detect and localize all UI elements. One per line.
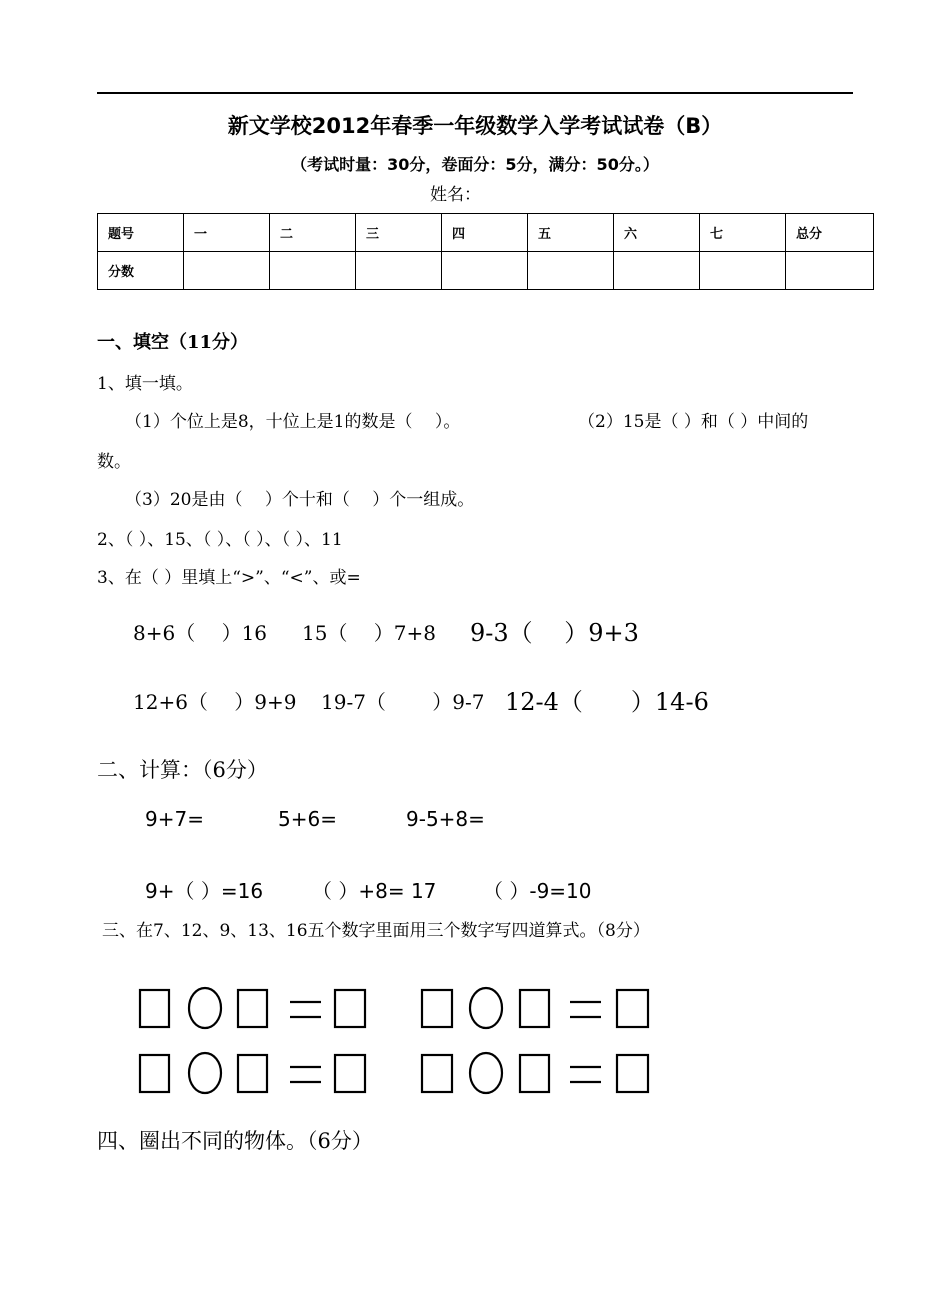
q1-part2-continued: 数。	[97, 452, 131, 472]
answer-box[interactable]	[520, 1055, 549, 1092]
score-table-header-row	[98, 214, 874, 252]
section3-heading: 三、在7、12、9、13、16五个数字里面用三个数字写四道算式。（8分）	[102, 921, 650, 941]
score-header-cell: 二	[270, 214, 356, 252]
score-table	[97, 213, 874, 290]
exam-title: 新文学校2012年春季一年级数学入学考试试卷（B）	[227, 114, 723, 138]
equation-template-row2-left	[140, 1053, 365, 1093]
score-entry-cell[interactable]	[184, 252, 270, 290]
score-header-cell: 一	[184, 214, 270, 252]
section4-heading: 四、圈出不同的物体。（6分）	[97, 1129, 373, 1153]
calc-item: 9-5+8=	[406, 807, 485, 831]
answer-box[interactable]	[617, 1055, 648, 1092]
name-label: 姓名：	[430, 185, 481, 205]
score-entry-cell[interactable]	[786, 252, 874, 290]
compare-item: 12+6（ ）9+9	[133, 690, 297, 714]
operator-circle[interactable]	[189, 988, 221, 1028]
score-entry-cell[interactable]	[356, 252, 442, 290]
score-header-cell: 四	[442, 214, 528, 252]
score-table-score-row	[98, 252, 874, 290]
q1-label: 1、填一填。	[97, 374, 193, 394]
answer-box[interactable]	[422, 1055, 452, 1092]
q2-sequence: 2、（ ）、15、（ ）、（ ）、（ ）、11	[97, 530, 343, 550]
score-entry-cell[interactable]	[614, 252, 700, 290]
compare-item: 12-4（ ）14-6	[505, 688, 709, 716]
calc-item: 9+7=	[145, 807, 204, 831]
top-rule	[97, 92, 853, 94]
q3-instruction: 3、在（ ）里填上“>”、“<”、或=	[97, 568, 361, 588]
calc-item: （ ）+8= 17	[312, 879, 437, 903]
q1-part1: （1）个位上是8，十位上是1的数是（ ）。	[125, 412, 461, 432]
compare-item: 15（ ）7+8	[302, 621, 437, 645]
answer-box[interactable]	[238, 990, 267, 1027]
score-header-cell: 题号	[98, 214, 184, 252]
answer-box[interactable]	[520, 990, 549, 1027]
score-header-cell: 六	[614, 214, 700, 252]
score-header-cell: 五	[528, 214, 614, 252]
operator-circle[interactable]	[189, 1053, 221, 1093]
operator-circle[interactable]	[470, 988, 502, 1028]
answer-box[interactable]	[422, 990, 452, 1027]
calc-item: 9+（ ）=16	[145, 879, 264, 903]
answer-box[interactable]	[238, 1055, 267, 1092]
score-header-cell: 总分	[786, 214, 874, 252]
score-entry-cell[interactable]	[270, 252, 356, 290]
section1-heading: 一、填空（11分）	[97, 332, 249, 353]
score-entry-cell[interactable]	[700, 252, 786, 290]
compare-item: 9-3（ ）9+3	[470, 619, 639, 647]
answer-box[interactable]	[617, 990, 648, 1027]
compare-item: 8+6（ ）16	[133, 621, 268, 645]
equation-templates	[130, 980, 670, 1100]
section2-heading: 二、计算：（6分）	[97, 758, 268, 782]
answer-box[interactable]	[335, 1055, 365, 1092]
answer-box[interactable]	[140, 1055, 169, 1092]
calc-item: 5+6=	[278, 807, 337, 831]
q1-part2: （2）15是（ ）和（ ）中间的	[578, 412, 809, 432]
score-entry-cell[interactable]	[528, 252, 614, 290]
q1-part3: （3）20是由（ ）个十和（ ）个一组成。	[125, 490, 475, 510]
exam-subtitle: （考试时量：30分，卷面分：5分，满分：50分。）	[291, 155, 659, 174]
score-header-cell: 七	[700, 214, 786, 252]
equation-template-row1-right	[422, 988, 648, 1028]
score-entry-cell[interactable]	[442, 252, 528, 290]
compare-item: 19-7（ ）9-7	[321, 690, 485, 714]
answer-box[interactable]	[335, 990, 365, 1027]
score-row-label: 分数	[98, 252, 184, 290]
score-header-cell: 三	[356, 214, 442, 252]
answer-box[interactable]	[140, 990, 169, 1027]
calc-item: （ ）-9=10	[483, 879, 592, 903]
operator-circle[interactable]	[470, 1053, 502, 1093]
equation-template-row2-right	[422, 1053, 648, 1093]
equation-template-row1-left	[140, 988, 365, 1028]
